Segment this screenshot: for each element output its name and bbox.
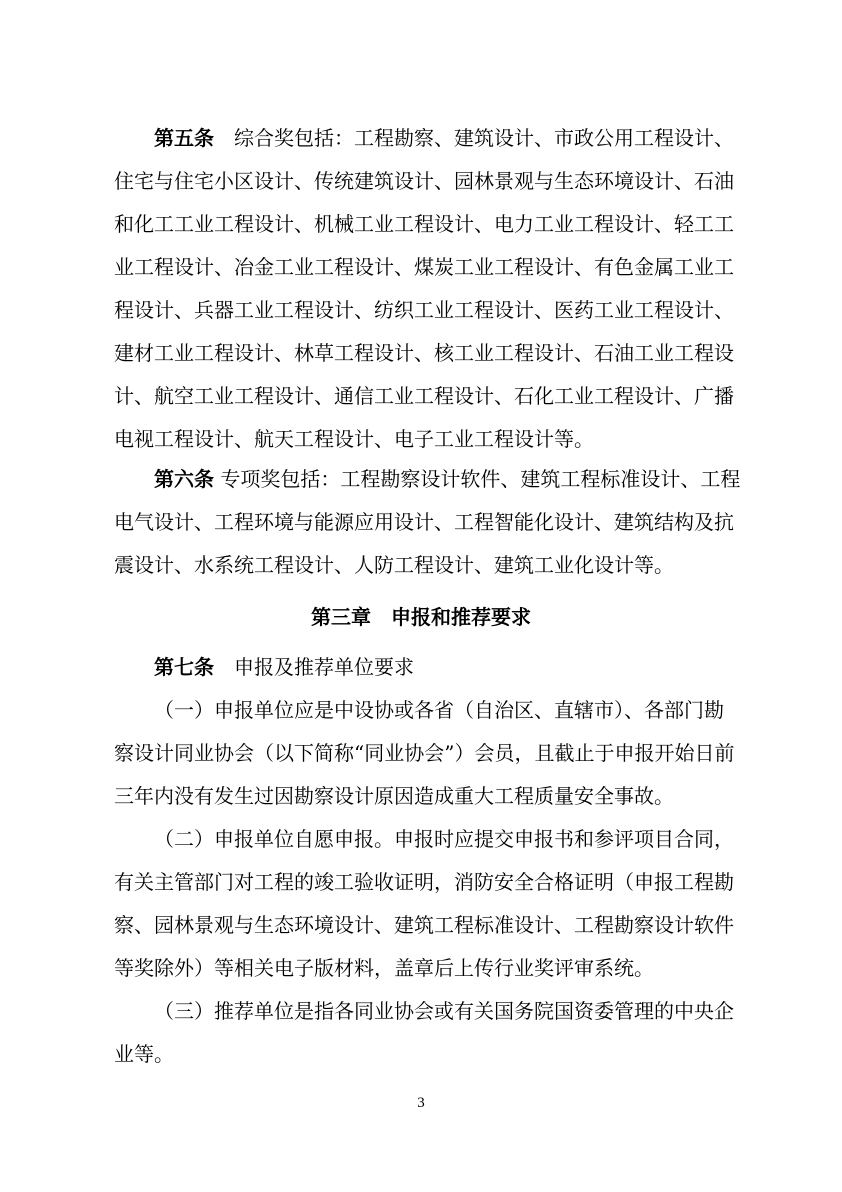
article-5-label: 第五条 <box>154 126 214 150</box>
item-3 <box>114 990 734 1076</box>
item-3-line: （三）推荐单位是指各同业协会或有关国务院国资委管理的中央企 <box>154 999 734 1023</box>
article-6 <box>114 458 741 587</box>
article-5-text: 综合奖包括：工程勘察、建筑设计、市政公用工程设计、 <box>234 126 734 150</box>
item-1-line: （一）申报单位应是中设协或各省（自治区、直辖市）、各部门勘 <box>154 698 724 722</box>
item-2-line: 等奖除外）等相关电子版材料，盖章后上传行业奖评审系统。 <box>114 956 654 980</box>
article-7-label: 第七条 <box>154 655 214 679</box>
page-number: 3 <box>417 1095 425 1111</box>
article-5-line: 计、航空工业工程设计、通信工业工程设计、石化工业工程设计、广播 <box>114 384 734 408</box>
item-2-line: 察、园林景观与生态环境设计、建筑工程标准设计、工程勘察设计软件 <box>114 913 734 937</box>
item-2-line: （二）申报单位自愿申报。申报时应提交申报书和参评项目合同， <box>154 827 734 851</box>
article-7-line <box>114 646 730 689</box>
item-1 <box>114 689 735 818</box>
article-5-line: 业工程设计、冶金工业工程设计、煤炭工业工程设计、有色金属工业工 <box>114 255 734 279</box>
article-7 <box>114 646 730 689</box>
item-1-line: 三年内没有发生过因勘察设计原因造成重大工程质量安全事故。 <box>114 784 674 808</box>
chapter-heading: 第三章 申报和推荐要求 <box>311 605 531 629</box>
article-6-label: 第六条 <box>154 467 214 491</box>
item-3-line: 业等。 <box>114 1042 174 1066</box>
article-5-line: 住宅与住宅小区设计、传统建筑设计、园林景观与生态环境设计、石油 <box>114 169 734 193</box>
article-5-line: 和化工工业工程设计、机械工业工程设计、电力工业工程设计、轻工工 <box>114 212 734 236</box>
article-5-line: 程设计、兵器工业工程设计、纺织工业工程设计、医药工业工程设计、 <box>114 298 734 322</box>
article-6-text: 专项奖包括：工程勘察设计软件、建筑工程标准设计、工程 <box>220 467 741 491</box>
article-6-line: 电气设计、工程环境与能源应用设计、工程智能化设计、建筑结构及抗 <box>114 510 734 534</box>
article-5-line: 电视工程设计、航天工程设计、电子工业工程设计等。 <box>114 427 594 451</box>
item-2 <box>114 818 734 990</box>
article-5-line-1 <box>114 117 734 160</box>
article-5 <box>114 117 734 461</box>
item-1-line: 察设计同业协会（以下简称“同业协会”）会员，且截止于申报开始日前 <box>114 741 735 765</box>
article-7-text: 申报及推荐单位要求 <box>234 655 414 679</box>
article-5-line: 建材工业工程设计、林草工程设计、核工业工程设计、石油工业工程设 <box>114 341 734 365</box>
article-6-line: 震设计、水系统工程设计、人防工程设计、建筑工业化设计等。 <box>114 553 674 577</box>
article-6-line-1 <box>114 458 741 501</box>
item-2-line: 有关主管部门对工程的竣工验收证明，消防安全合格证明（申报工程勘 <box>114 870 734 894</box>
